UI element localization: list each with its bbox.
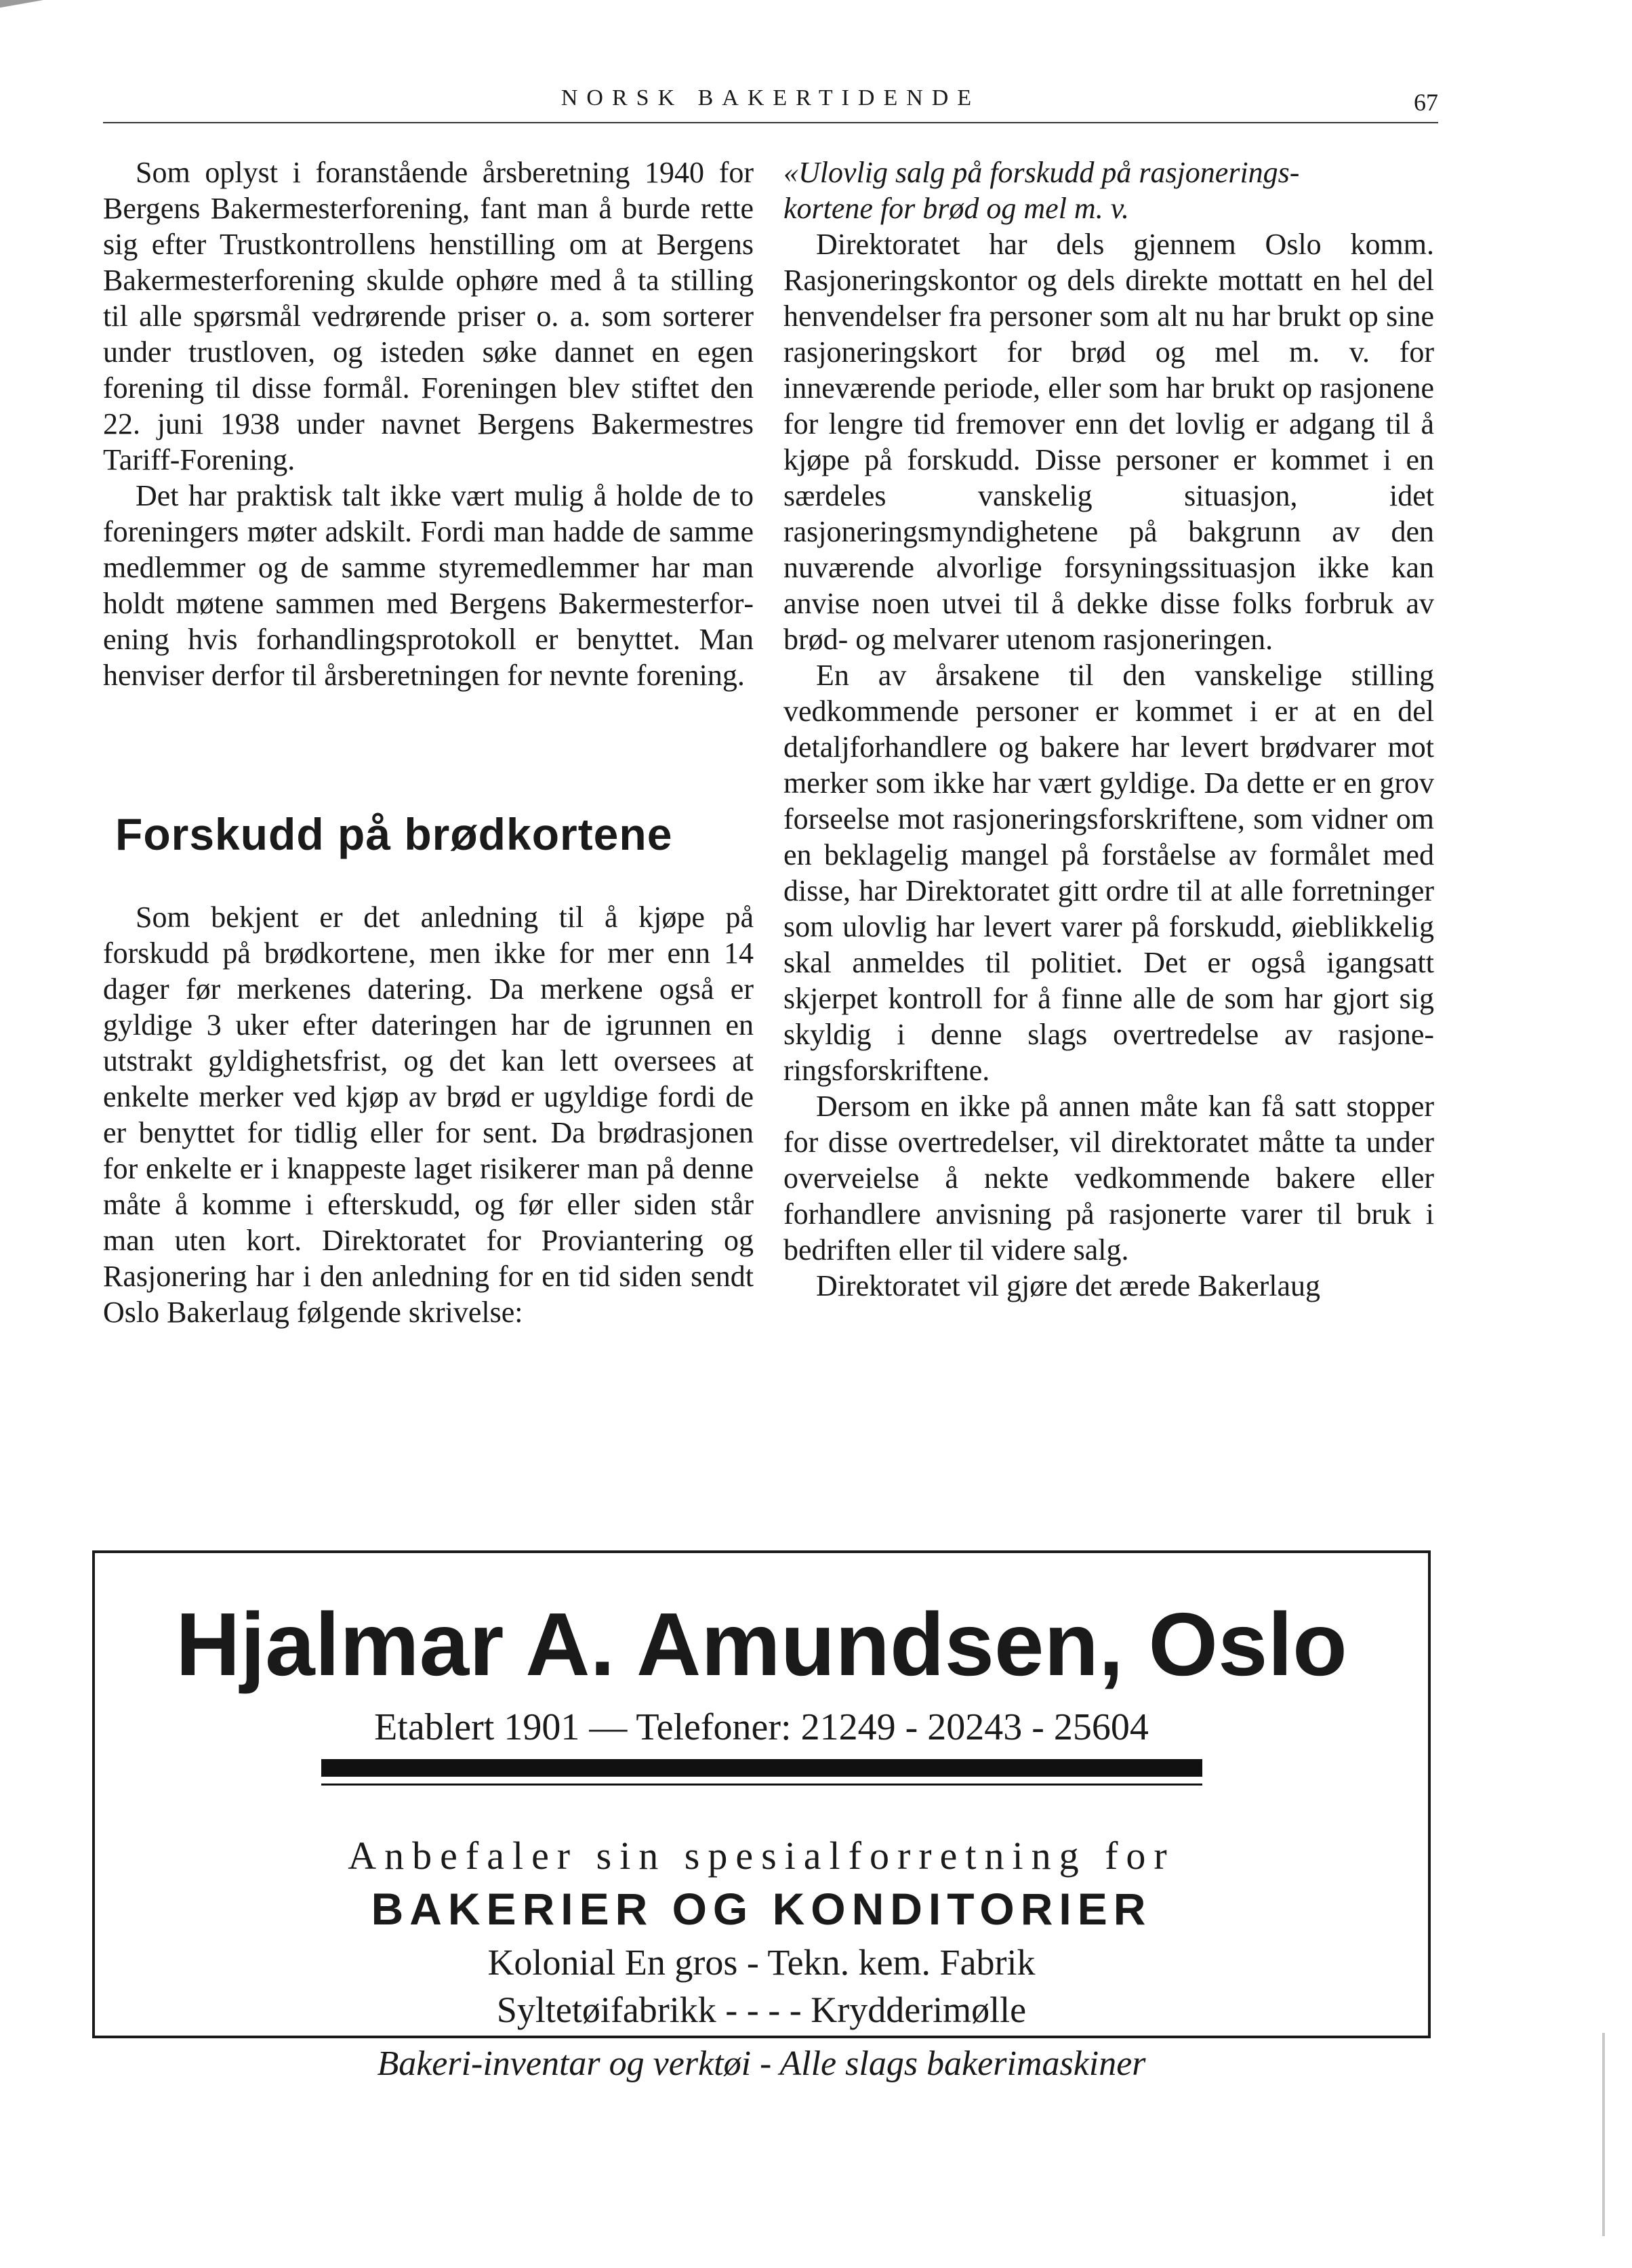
ad-product-line: Syltetøifabrikk - - - - Krydderimølle [496,1989,1027,2030]
letter-heading [783,154,1434,226]
ad-divider-bar [321,1759,1202,1777]
paragraph: Direktoratet vil gjøre det ærede Bakerlaug [816,1269,1321,1302]
paragraph: Dersom en ikke på annen måte kan få satt stopper for disse overtredelser, vil direktoratet måtte ta under overveielse å nekte vedkommende bakere eller forhandlere anvisning på rasjonerte varer til bruk i bedriften eller til videre salg. [783,1090,1434,1266]
ad-product-line: Kolonial En gros - Tekn. kem. Fabrik [487,1942,1036,1983]
paragraph: Som bekjent er det anledning til å kjøpe på forskudd på brødkortene, men ikke for mer enn 14 dager før merkenes datering. Da merkene også er gyldige 3 uker efter dateringen har de igrunnen en utstrakt gyldighetsfrist, og det kan lett oversees at enkelte merker ved kjøp av brød er ugyldige fordi de er benyttet for tidlig eller for sent. Da brødrasjonen for enkelte er i knappeste laget risikerer man på denne måte å komme i efterskudd, og før eller siden står man uten kort. Direktoratet for Proviantering og Rasjonering har i den anledning for en tid siden sendt Oslo Bakerlaug følgende skrivelse: [103,901,754,1329]
left-column [103,154,754,1330]
header-rule [103,122,1438,123]
journal-title: NORSK BAKERTIDENDE [560,85,981,110]
section-heading: Forskudd på brødkortene [115,809,673,859]
ad-contact-line: Etablert 1901 — Telefoner: 21249 - 20243 - 25604 [374,1706,1149,1748]
page-number: 67 [1414,89,1438,116]
ad-equipment-line: Bakeri-inventar og verktøi - Alle slags bakerimaskiner [377,2044,1146,2083]
ad-divider-rule [321,1784,1202,1786]
running-header [103,85,1438,123]
ad-business-line: BAKERIER OG KONDITORIER [371,1884,1152,1934]
letter-heading-line: kortene for brød og mel m. v. [783,192,1129,225]
right-column [783,154,1434,1304]
paragraph: Som oplyst i foranstående årsberetning 1940 for Bergens Bakermesterforening, fant man å burde rette sig efter Trustkontrollens henstilling om at Bergens Bakermesterforening skulde ophøre med å ta stilling til alle spørsmål vedrørende priser o. a. som sorterer under trustloven, og isteden søke dannet en egen forening til disse formål. Foreningen blev stiftet den 22. juni 1938 under navnet Bergens Bakermestres Tariff-Forening. [103,156,754,476]
scan-edge-mark [1602,2033,1605,2236]
paragraph: Det har praktisk talt ikke vært mulig å holde de to foreningers møter adskilt. Fordi man hadde de samme medlemmer og de samme styremedlemmer har man holdt møtene sammen med Bergens Bakermesterforening hvis forhandlingsprotokoll er benyttet. Man henviser derfor til årsberetningen for nevnte forening. [103,479,754,692]
ad-firm-name: Hjalmar A. Amundsen, Oslo [176,1594,1347,1694]
ad-recommends-line: Anbefaler sin spesialforretning for [348,1834,1175,1878]
letter-heading-line: «Ulovlig salg på forskudd på rasjonerings- [783,156,1300,189]
scan-corner-mark [0,0,81,27]
advertisement-content [95,1553,1428,2085]
paragraph: En av årsakene til den vanskelige stilling vedkommende personer er kommet i er at en del detaljforhandlere og bakere har levert brødvarer mot merker som ikke har vært gyldige. Da dette er en grov forseelse mot rasjoneringsforskriftene, som vidner om en beklagelig mangel på forståelse av formålet med disse, har Direktoratet gitt ordre til at alle forretninger som ulovlig har levert varer på forskudd, øieblikkelig skal anmeldes til politiet. Det er også igangsatt skjerpet kontroll for å finne alle de som har gjort sig skyldig i denne slags overtredelse av rasjoneringsforskriftene. [783,659,1434,1087]
paragraph: Direktoratet har dels gjennem Oslo komm. Rasjoneringskontor og dels direkte mottatt en hel del henvendelser fra personer som alt nu har brukt op sine rasjoneringskort for brød og mel m. v. for inneværende periode, eller som har brukt op rasjonene for lengre tid fremover enn det lovlig er adgang til å kjøpe på forskudd. Disse personer er kommet i en særdeles vanskelig situasjon, idet rasjoneringsmyndighetene på bakgrunn av den nuværende alvorlige forsyningssituasjon ikke kan anvise noen utvei til å dekke disse folks forbruk av brød- og melvarer utenom rasjoneringen. [783,228,1434,656]
advertisement-box [92,1550,1431,2083]
